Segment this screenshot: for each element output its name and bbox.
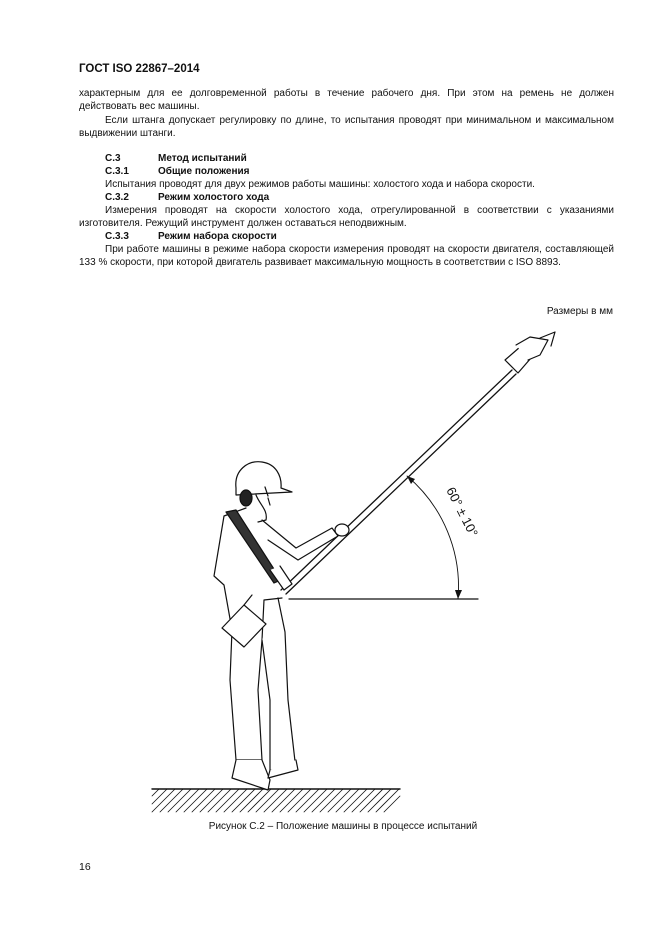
section-title: Метод испытаний: [158, 153, 247, 164]
worker-figure: [214, 462, 349, 790]
machine-pole: [281, 332, 555, 594]
section-c31-text: Испытания проводят для двух режимов работы машины: холостого хода и набора скорости.: [105, 179, 535, 190]
section-c33-text: При работе машины в режиме набора скорости измерения проводят на скорости двигателя, составляющей 133 % скорости, при которой двигатель развивает максимальную мощность в соответствии с ISO 8893.: [79, 244, 614, 268]
section-number: С.3.1: [105, 166, 129, 177]
document-header: ГОСТ ISO 22867–2014: [79, 63, 200, 75]
section-number: С.3.2: [105, 192, 129, 203]
section-title: Режим набора скорости: [158, 231, 277, 242]
section-title: Общие положения: [158, 166, 250, 177]
ground-hatching: [152, 789, 400, 812]
page-number: 16: [79, 861, 91, 873]
paragraph-continuation: характерным для ее долговременной работы в течение рабочего дня. При этом на ремень не должен действовать вес машины.: [79, 88, 614, 112]
section-number: С.3: [105, 153, 121, 164]
dimensions-note: Размеры в мм: [546, 306, 613, 317]
section-c32-text: Измерения проводят на скорости холостого хода, отрегулированной в соответствии с указаниями изготовителя. Режущий инструмент должен оставаться неподвижным.: [79, 205, 614, 229]
angle-label: 60° ± 10°: [443, 484, 482, 540]
paragraph-rod-adjustment: Если штанга допускает регулировку по длине, то испытания проводят при минимальном и максимальном выдвижении штанги.: [79, 115, 614, 139]
section-title: Режим холостого хода: [158, 192, 270, 203]
section-number: С.3.3: [105, 231, 129, 242]
figure-caption: Рисунок С.2 – Положение машины в процессе испытаний: [208, 821, 478, 832]
